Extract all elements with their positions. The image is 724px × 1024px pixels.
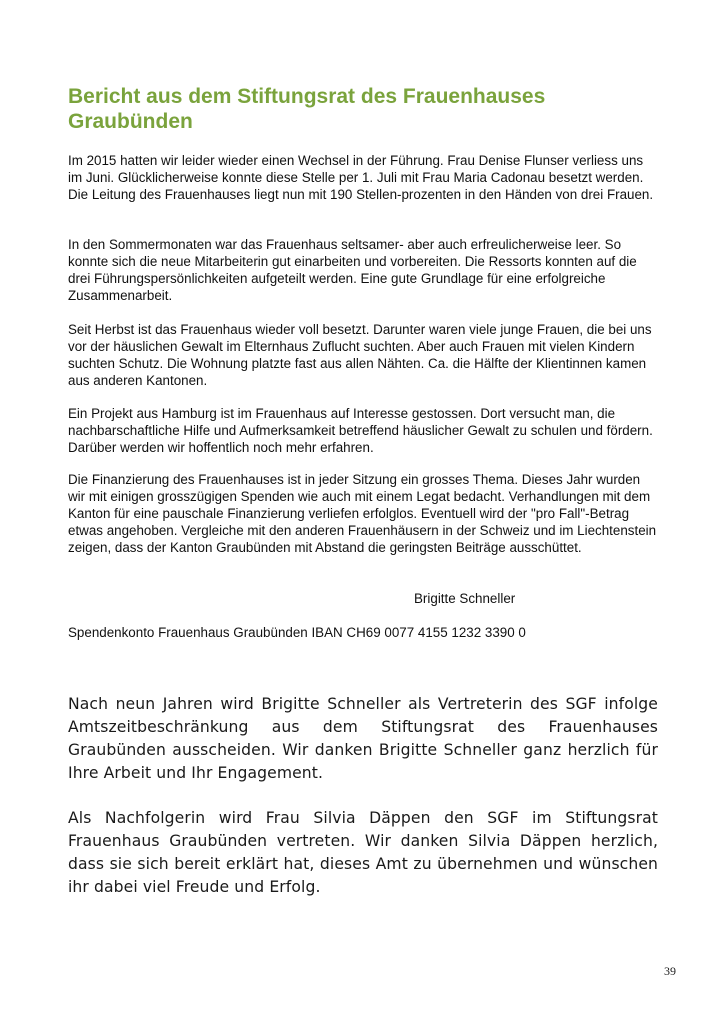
page-title: Bericht aus dem Stiftungsrat des Frauenhauses Graubünden <box>68 85 546 133</box>
paragraph-summer-months: In den Sommermonaten war das Frauenhaus seltsamer- aber auch erfreulicherweise leer. So konnte sich die neue Mitarbeiterin gut einarbeiten und vorbereiten. Die Ressorts konnten auf die drei Führungspersönlichkeiten aufgeteilt werden. Eine gute Grundlage für eine erfolgreiche Zusammenarbeit. <box>68 237 637 303</box>
paragraph-hamburg-project: Ein Projekt aus Hamburg ist im Frauenhaus auf Interesse gestossen. Dort versucht man, die nachbarschaftliche Hilfe und Aufmerksamkeit betreffend häuslicher Gewalt zu schulen und fördern. Darüber werden wir hoffentlich noch mehr erfahren. <box>68 406 653 455</box>
closing-paragraph-farewell: Nach neun Jahren wird Brigitte Schneller als Vertreterin des SGF infolge Amtszeitbeschränkung aus dem Stiftungsrat des Frauenhauses Graubünden ausscheiden. Wir danken Brigitte Schneller ganz herzlich für Ihre Arbeit und Ihr Engagement. <box>68 695 658 782</box>
paragraph-leadership-change: Im 2015 hatten wir leider wieder einen Wechsel in der Führung. Frau Denise Flunser verliess uns im Juni. Glücklicherweise konnte diese Stelle per 1. Juli mit Frau Maria Cadonau besetzt werden. Die Leitung des Frauenhauses liegt nun mit 190 Stellen-prozenten in den Händen von drei Frauen. <box>68 153 654 202</box>
page-number: 39 <box>664 964 676 978</box>
paragraph-autumn-occupancy: Seit Herbst ist das Frauenhaus wieder voll besetzt. Darunter waren viele junge Frauen, die bei uns vor der häuslichen Gewalt im Elternhaus Zuflucht suchten. Aber auch Frauen mit vielen Kindern suchten Schutz. Die Wohnung platzte fast aus allen Nähten. Ca. die Hälfte der Klientinnen kamen aus anderen Kantonen. <box>68 322 652 388</box>
donation-account: Spendenkonto Frauenhaus Graubünden IBAN CH69 0077 4155 1232 3390 0 <box>68 625 526 640</box>
signature: Brigitte Schneller <box>414 591 516 606</box>
closing-paragraph-successor: Als Nachfolgerin wird Frau Silvia Däppen den SGF im Stiftungsrat Frauenhaus Graubünden vertreten. Wir danken Silvia Däppen herzlich, dass sie sich bereit erklärt hat, dieses Amt zu übernehmen und wünschen ihr dabei viel Freude und Erfolg. <box>68 809 658 896</box>
paragraph-financing: Die Finanzierung des Frauenhauses ist in jeder Sitzung ein grosses Thema. Dieses Jahr wurden wir mit einigen grosszügigen Spenden wie auch mit einem Legat bedacht. Verhandlungen mit dem Kanton für eine pauschale Finanzierung verliefen erfolglos. Eventuell wird der "pro Fall"-Betrag etwas angehoben. Vergleiche mit den anderen Frauenhäusern in der Schweiz und im Liechtenstein zeigen, dass der Kanton Graubünden mit Abstand die geringsten Beiträge ausschüttet. <box>68 472 657 555</box>
